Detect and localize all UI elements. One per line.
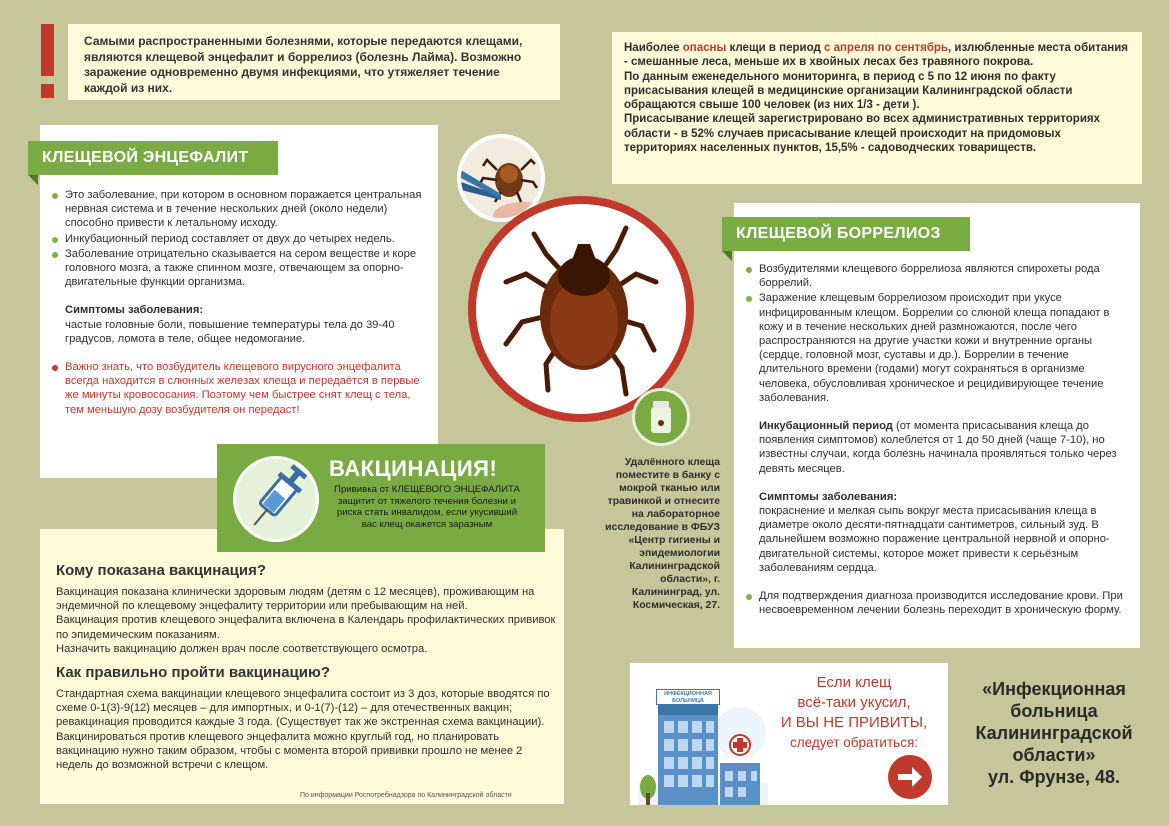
danger-paragraph-1: Наиболее опасны клещи в период с апреля по сентябрь, излюбленные места обитания - смешанные леса, меньше их в хвойных лесах без травяного покрова. [624, 42, 1128, 69]
syringe-icon [236, 459, 316, 539]
contact-message: Если клещ всё-таки укусил, И ВЫ НЕ ПРИВИТЫ, следует обратиться: [780, 674, 928, 750]
borreliosis-diagnosis: Для подтверждения диагноза производится исследование крови. При несвоевременном лечении болезнь переходит в хроническую форму. [746, 589, 1130, 617]
hospital-name: «Инфекционная больница Калининградской области» [975, 679, 1133, 765]
encephalitis-bullet-2: Инкубационный период составляет от двух до четырех недель. [52, 232, 424, 246]
danger-highlight-1: опасны [682, 42, 727, 54]
hospital-address: ул. Фрунзе, 48. [988, 767, 1120, 787]
vaccination-a1-3: Назначить вакцинацию должен врач после соответствующего осмотра. [56, 642, 428, 655]
borreliosis-bullet-2: Заражение клещевым боррелиозом происходит при укусе инфицированным клещом. Боррелии со слюной клеща попадают в кожу и в течение нескольких дней размножаются, после чего распространяются на другие участки кожи и внутренние органы (сердце, головной мозг, суставы и др.). Боррелии в течение длительного времени (годами) могут сохраняться в организме человека, обусловливая хроническое и рецидивирующее течение заболевания. [746, 291, 1130, 405]
danger-box [612, 32, 1142, 184]
tick-icon [476, 204, 686, 414]
vaccination-source: По информации Роспотребнадзора по Калининградской области [300, 792, 512, 799]
borreliosis-content [746, 262, 1130, 618]
vaccination-q2: Как правильно пройти вакцинацию? [56, 664, 330, 682]
arrow-right-icon [888, 755, 932, 799]
intro-text: Самыми распространенными болезнями, которые передаются клещами, являются клещевой энцефалит и боррелиоз (болезнь Лайма). Возможно заражение одновременно двумя инфекциями, что утяжеляет течение каждой из них. [84, 34, 523, 95]
vaccination-banner [217, 444, 545, 552]
hospital-sign: ИНФЕКЦИОННАЯ БОЛЬНИЦА [656, 689, 720, 705]
jar-image [632, 388, 690, 446]
hospital-icon [630, 663, 770, 805]
encephalitis-bullet-3: Заболевание отрицательно сказывается на сером веществе и коре головного мозга, а также спинном мозге, отвечающем за опорно-двигательные функции организма. [52, 247, 424, 290]
encephalitis-content [52, 188, 424, 418]
tweezers-icon [461, 138, 541, 218]
danger-paragraph-2: По данным еженедельного мониторинга, в период с 5 по 12 июня по факту присасывания клещей в медицинские организации Калининградской области обращаются свыше 100 человек (из них 1/3 - дети ). [624, 70, 1073, 112]
intro-box [68, 24, 560, 100]
danger-paragraph-3: Присасывание клещей зарегистрировано во всех административных территориях области - в 52% случаев присасывание клещей происходит на придомовых территориях населенных пунктов, 15,5% - садоводческих товариществ. [624, 113, 1100, 155]
borreliosis-title: КЛЕЩЕВОЙ БОРРЕЛИОЗ [722, 217, 970, 251]
vaccination-q1: Кому показана вакцинация? [56, 562, 267, 579]
encephalitis-important: Важно знать, что возбудитель клещевого вирусного энцефалита всегда находится в слюнных железах клеща и передаётся в первые же минуты кровососания. Поэтому чем быстрее снят клещ с тела, тем меньшую дозу возбудителя он передаст! [52, 360, 424, 417]
hospital-address-block [956, 678, 1152, 788]
jar-icon [635, 391, 687, 443]
borreliosis-bullet-1: Возбудителями клещевого боррелиоза являются спирохеты рода боррелий. [746, 262, 1130, 290]
vaccination-a1-1: Вакцинация показана клинически здоровым людям (детям с 12 месяцев), проживающим на эндемичной по клещевому энцефалиту территории или пребывающим на ней. [56, 586, 535, 613]
encephalitis-bullet-1: Это заболевание, при котором в основном поражается центральная нервная система и в течение нескольких дней (около недели) способно привести к летальному исходу. [52, 188, 424, 231]
borreliosis-symptoms-title: Симптомы заболевания: [759, 490, 898, 503]
vaccination-banner-text: Прививка от КЛЕЩЕВОГО ЭНЦЕФАЛИТА защитит от тяжелого течения болезни и риска стать инвалидом, если укусивший вас клещ окажется заразным [334, 484, 520, 530]
exclamation-icon [38, 24, 58, 104]
encephalitis-symptoms-title: Симптомы заболевания: [65, 304, 204, 317]
contact-box [630, 663, 948, 805]
encephalitis-title: КЛЕЩЕВОЙ ЭНЦЕФАЛИТ [28, 141, 278, 175]
danger-highlight-2: с апреля по сентябрь [823, 42, 948, 54]
syringe-icon-circle [233, 456, 319, 542]
vaccination-a2-1: Стандартная схема вакцинации клещевого энцефалита состоит из 3 доз, которые вводятся по схеме 0-1(3)-9(12) месяцев – для импортных, и 0-1(7)-(12) – для отечественных вакцин; ревакцинация проводится каждые 3 года. (Существует так же экстренная схема вакцинации). [56, 688, 550, 729]
vaccination-content [56, 562, 556, 772]
vaccination-a2-2: Вакцинироваться против клещевого энцефалита можно круглый год, но планировать вакцинацию нужно таким образом, чтобы с момента второй прививки прошло не менее 2 недель до возможной встречи с клещом. [56, 730, 523, 772]
vaccination-a1-2: Вакцинация против клещевого энцефалита включена в Календарь профилактических прививок по эпидемическим показаниям. [56, 614, 556, 641]
lab-instruction: Удалённого клеща поместите в банку с мокрой тканью или травинкой и отнесите на лабораторное исследование в ФБУЗ «Центр гигиены и эпидемиологии Калининградской области», г. Калининград, ул. Космическая, 27. [605, 457, 720, 611]
encephalitis-symptoms-text: частые головные боли, повышение температуры тела до 39-40 градусов, ломота в теле, общее недомогание. [65, 318, 395, 345]
borreliosis-symptoms-text: покраснение и мелкая сыпь вокруг места присасывания клеща в диаметре около десяти-пятнадцати сантиметров, сильный зуд. В дальнейшем возможно поражение центральной нервной и опорно-двигательной системы, которое может привести к серьёзным заболеваниям сердца. [759, 505, 1110, 574]
borreliosis-incubation: Инкубационный период (от момента присасывания клеща до появления симптомов) колеблется от 1 до 50 дней (чаще 7-10), но известны случаи, когда болезнь начинала проявляться только через девять месяцев. [759, 420, 1117, 475]
vaccination-banner-title: ВАКЦИНАЦИЯ! [329, 456, 498, 481]
